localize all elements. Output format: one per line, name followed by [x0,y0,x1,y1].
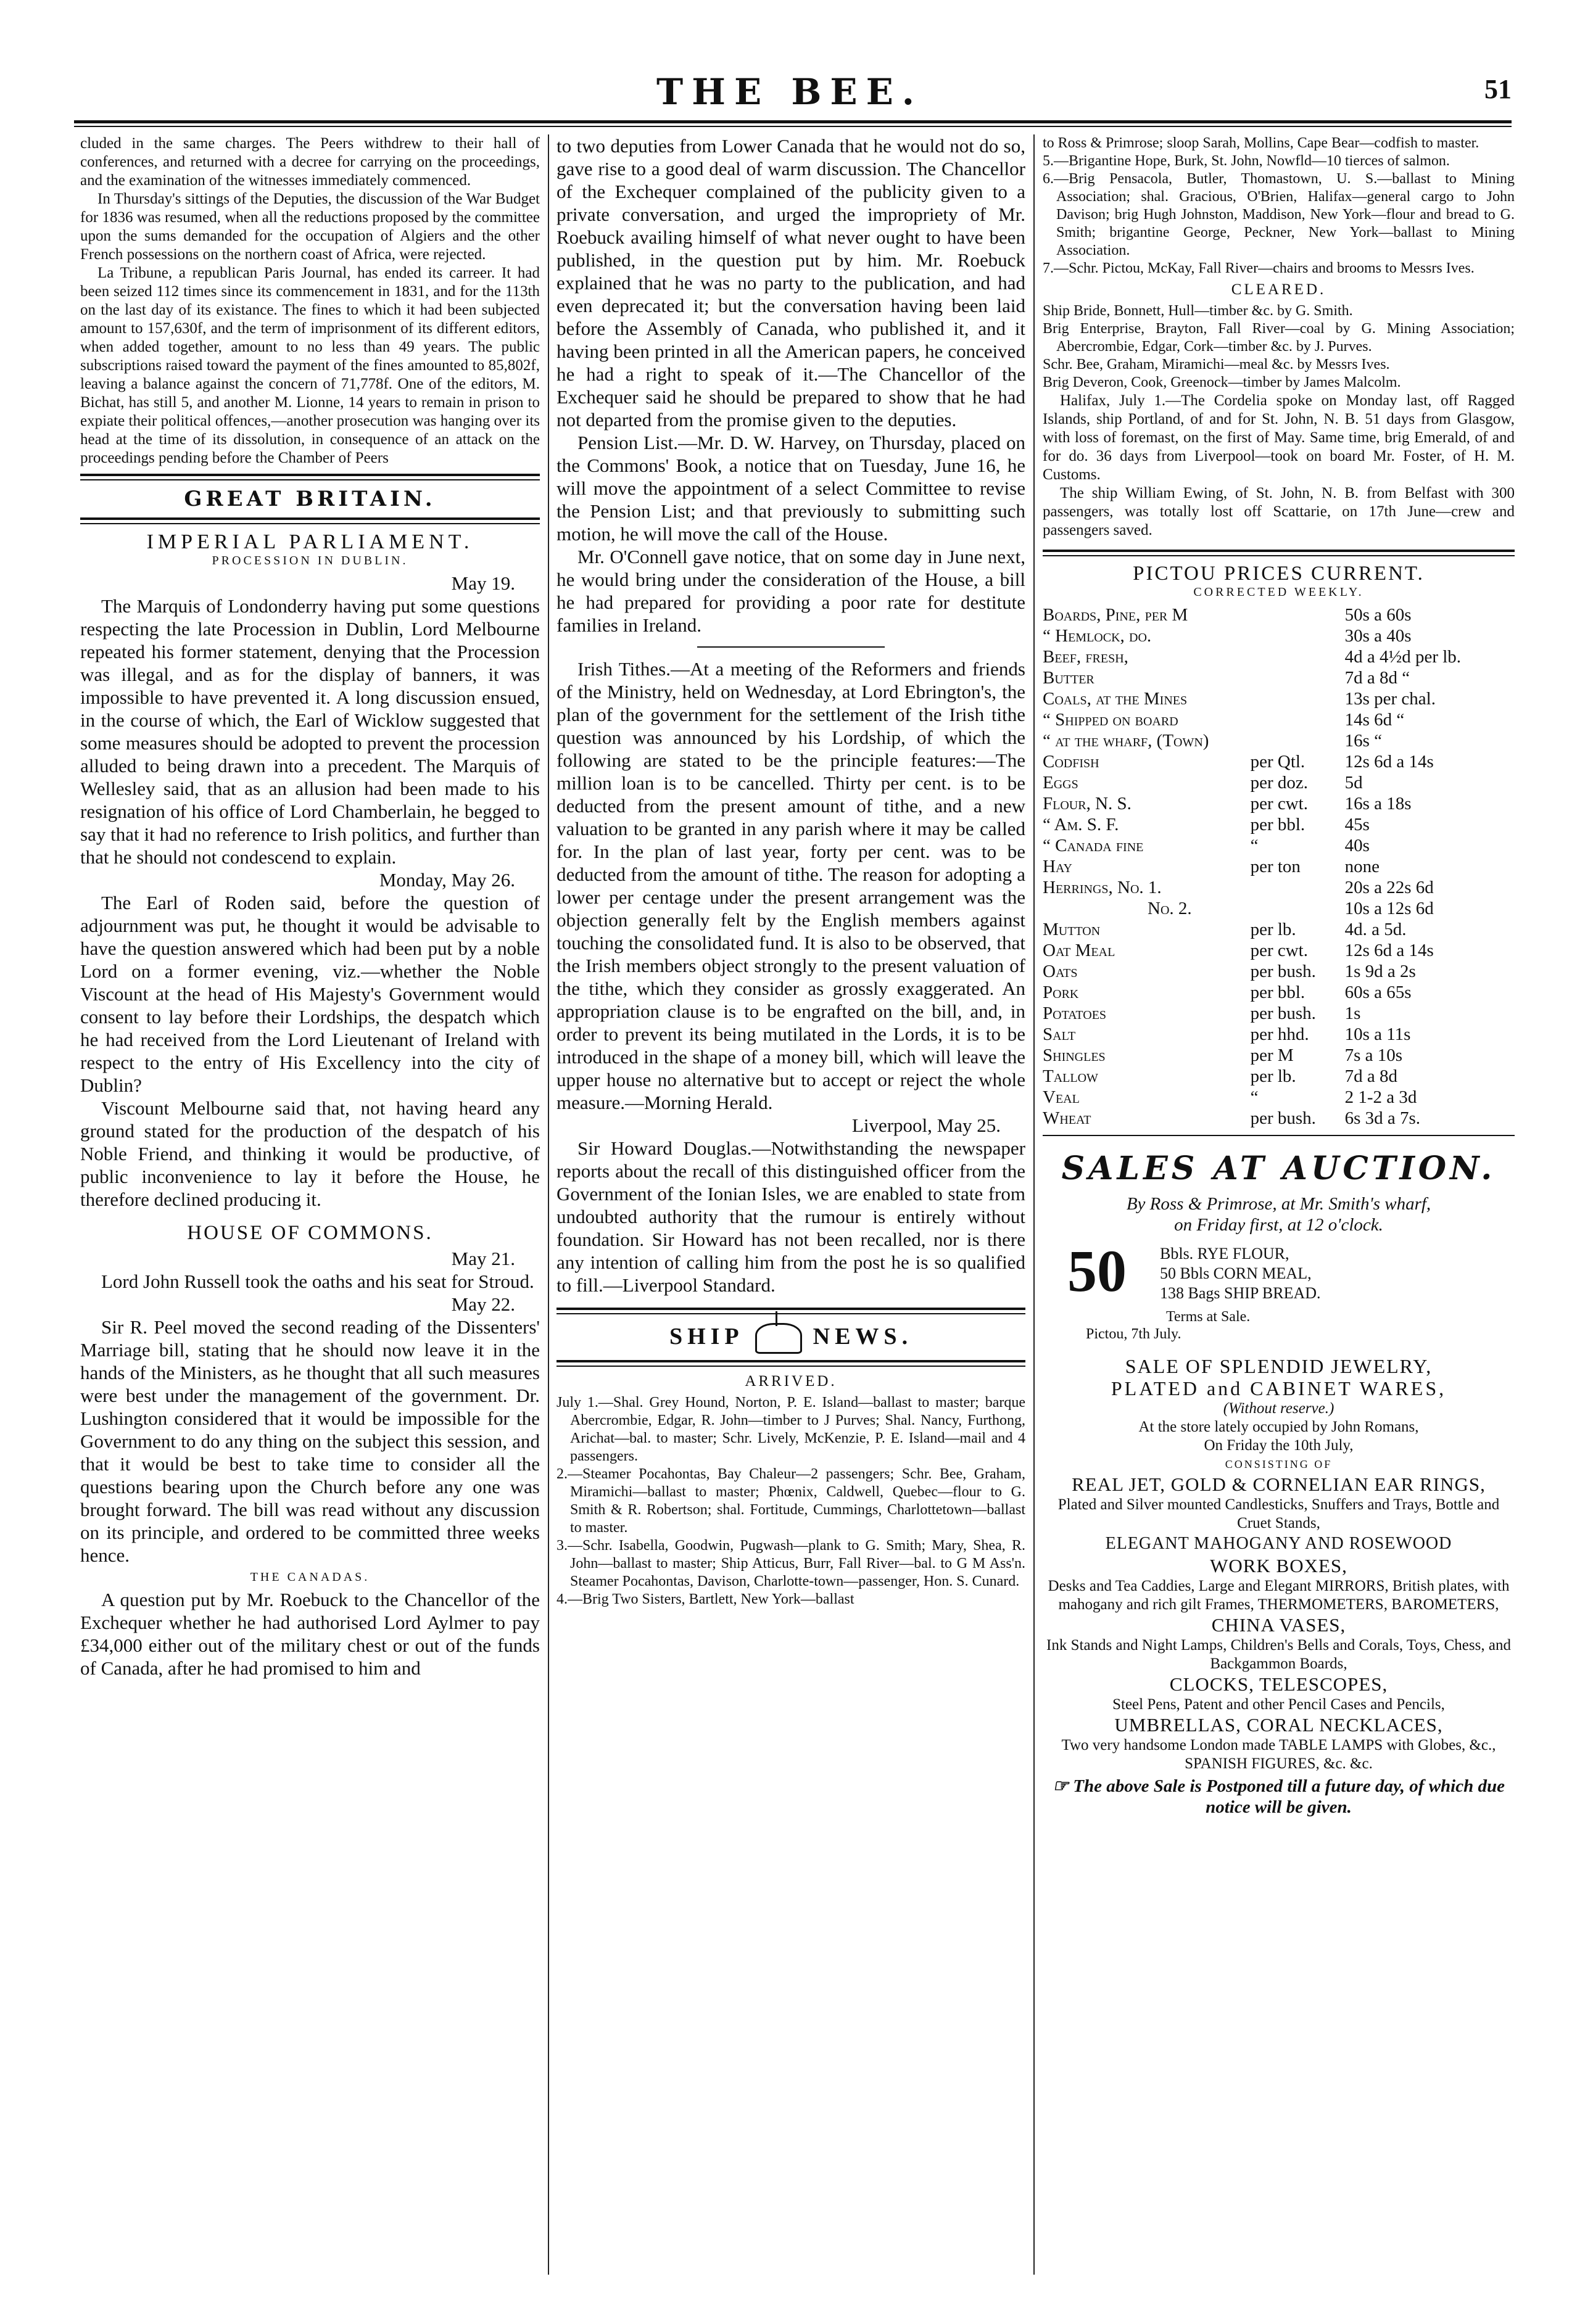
auction-good: 138 Bags SHIP BREAD. [1160,1284,1321,1302]
sale-item: CLOCKS, TELESCOPES, [1169,1673,1388,1695]
ship-icon [755,1323,802,1354]
price-item: Potatoes [1043,1003,1107,1023]
sale-item: ELEGANT MAHOGANY AND ROSEWOOD [1105,1534,1452,1553]
price-unit: per Qtl. [1250,752,1305,772]
price-price: 7s a 10s [1344,1045,1403,1065]
list-item: to Ross & Primrose; sloop Sarah, Mollins, Cape Bear—codfish to master. [1043,135,1479,151]
price-unit [1251,730,1345,751]
price-price: 12s 6d a 14s [1344,752,1434,772]
auction-goods [1067,1240,1515,1308]
table-row [1043,856,1515,877]
price-unit [1251,604,1345,625]
separator-rule [1043,1135,1515,1136]
price-price: 1s [1344,1003,1361,1023]
masthead [68,71,1512,120]
table-row [1043,1003,1515,1024]
table-row [1043,709,1515,730]
dateline: May 19. [451,572,515,594]
price-item: Herrings, No. 1. [1043,878,1162,897]
canadas-report [80,1588,540,1679]
price-unit: per bush. [1250,962,1316,981]
price-item: Beef, fresh, [1043,647,1128,667]
auction-place: Pictou, 7th July. [1086,1326,1181,1342]
list-item: Schr. Bee, Graham, Miramichi—meal &c. by Messrs Ives. [1043,356,1390,373]
price-item: Tallow [1043,1066,1098,1086]
price-item: Butter [1043,668,1094,688]
section-heading-great-britain: GREAT BRITAIN. [184,487,436,511]
masthead-rule-thin [74,126,1512,127]
sale-item: WORK BOXES, [1210,1555,1347,1576]
price-item: “ Hemlock, do. [1043,626,1152,646]
price-price: 10s a 12s 6d [1344,899,1434,918]
list-item: 5.—Brigantine Hope, Burk, St. John, Nowfld—10 tierces of salmon. [1043,153,1450,169]
ship-news-label: SHIP [669,1324,744,1349]
column-divider [1033,134,1035,2275]
price-unit: per lb. [1250,920,1296,939]
price-unit [1251,667,1345,688]
price-item: Flour, N. S. [1043,794,1132,814]
sale-location: At the store lately occupied by John Romans, [1138,1419,1419,1435]
french-news [80,134,540,468]
auction-terms: Terms at Sale. [1166,1309,1251,1325]
table-row [1043,814,1515,835]
sale-item: Ink Stands and Night Lamps, Children's Bells and Corals, Toys, Chess, and Backgammon Boards, [1046,1637,1511,1672]
sale-consisting: CONSISTING OF [1225,1458,1333,1470]
newspaper-title: THE BEE. [656,71,923,113]
column-right [1043,134,1515,2275]
article-paragraph: Lord John Russell took the oaths and his seat for Stroud. [101,1271,534,1292]
price-price: 14s 6d “ [1344,710,1405,730]
price-price: 60s a 65s [1344,983,1412,1002]
price-item: No. 2. [1148,899,1192,918]
section-rule [80,474,540,480]
article-paragraph: A question put by Mr. Roebuck to the Chancellor of the Exchequer whether he had authorised Lord Aylmer to pay £34,000 either out of the military chest or out of the funds of Canada, after he had promised to him and [80,1589,540,1679]
section-rule [1043,550,1515,556]
price-item: “ Am. S. F. [1043,815,1119,834]
table-row [1043,982,1515,1003]
price-item: Oat Meal [1043,941,1115,960]
auction-when: on Friday first, at 12 o'clock. [1174,1215,1383,1235]
price-price: 45s [1344,815,1370,834]
price-unit: per cwt. [1250,794,1308,814]
sale-item: Desks and Tea Caddies, Large and Elegant MIRRORS, British plates, with mahogany and rich gilt Frames, THERMOMETERS, BAROMETERS, [1048,1578,1510,1613]
price-unit: “ [1250,836,1259,855]
parliament-continued [557,134,1025,637]
table-row [1043,730,1515,751]
price-price: 2 1-2 a 3d [1344,1087,1417,1107]
price-price: none [1344,857,1380,876]
auction-good: Bbls. RYE FLOUR, [1160,1245,1289,1263]
prices-table [1043,604,1515,1129]
price-item: Wheat [1043,1108,1091,1128]
table-row [1043,625,1515,646]
table-row [1043,919,1515,940]
table-row [1043,604,1515,625]
price-item: “ Shipped on board [1043,710,1178,730]
heading-imperial-parliament: IMPERIAL PARLIAMENT. [146,530,474,553]
price-price: 5d [1344,773,1363,793]
arrivals-list [557,1394,1025,1609]
sale-item: Steel Pens, Patent and other Pencil Cases and Pencils, [1112,1696,1445,1713]
sale-reserve: (Without reserve.) [1223,1400,1334,1417]
column-middle [557,134,1025,2275]
list-item: 4.—Brig Two Sisters, Bartlett, New York—ballast [557,1591,854,1608]
price-item: Pork [1043,983,1079,1002]
price-price: 16s “ [1344,731,1383,751]
article-paragraph: Irish Tithes.—At a meeting of the Reformers and friends of the Ministry, held on Wednesday, at Lord Ebrington's, the plan of the government for the settlement of the Irish tithe question was announced by his Lordship, of which the following are stated to be the principle features:—The million loan is to be cancelled. Thirty per cent. is to be deducted from the present amount of tithe, and a new valuation to be granted in any parish where it may be called for. In the plan of last year, forty per cent. was to be deducted from the amount of tithe. The reason for adopting a lower per centage under the present arrangement was the objection generally felt by the English members against touching the consolidated fund. It is also to be observed, that the Irish members object strongly to the present valuation of the tithe, which they consider as grossly exaggerated. An appropriation clause is to be engrafted on the bill, and, in order to prevent its being mutilated in the Lords, it is to be introduced in the shape of a money bill, which will leave the upper house no alternative but to accept or reject the whole measure.—Morning Herald. [557,658,1025,1113]
sale-item: UMBRELLAS, CORAL NECKLACES, [1114,1714,1443,1736]
section-rule [80,517,540,524]
separator-rule [697,646,885,648]
sale-title: SALE OF SPLENDID JEWELRY, [1125,1355,1433,1377]
dateline: May 22. [451,1293,515,1315]
list-item: 6.—Brig Pensacola, Butler, Thomastown, U. S.—ballast to Mining Association; shal. Gracious, O'Brien, Halifax—general cargo to John Davison; brig Hugh Johnston, Maddison, New York—flour and bread to G. Smith; brigantine George, Peckner, New York—ballast to Mining Association. [1043,171,1515,258]
table-row [1043,877,1515,898]
article-paragraph: to two deputies from Lower Canada that he would not do so, gave rise to a good deal of warm discussion. The Chancellor of the Exchequer complained of the publicity given to a private conversation, and urged the impropriety of Mr. Roebuck availing himself of what never ought to have been published, in the question put by him. Mr. Roebuck explained that he was no party to the publication, and had even deprecated it; but the conversation having been laid before the Assembly of Canada, who published it, and it having been printed in all the American papers, he conceived he had a right to speak of it.—The Chancellor of the Exchequer said he should be prepared to show that he had not departed from the promise given to the deputies. [557,135,1025,431]
price-unit [1251,625,1345,646]
list-item: Brig Deveron, Cook, Greenock—timber by James Malcolm. [1043,374,1401,390]
parliament-report [80,572,540,1211]
price-item: Shingles [1043,1045,1106,1065]
list-item: 3.—Schr. Isabella, Goodwin, Pugwash—plank to G. Smith; Mary, Shea, R. John—ballast to master; Ship Atticus, Burr, Fall River—bal. to G M Ass'n. Steamer Pocahontas, Davison, Charlotte-town—passenger, Hon. S. Cunard. [557,1538,1025,1590]
list-item: Ship Bride, Bonnett, Hull—timber &c. by G. Smith. [1043,303,1353,319]
price-unit [1251,877,1345,898]
table-row [1043,835,1515,856]
price-price: 6s 3d a 7s. [1344,1108,1421,1128]
price-item: Oats [1043,962,1078,981]
table-row [1043,646,1515,667]
price-price: 16s a 18s [1344,794,1412,814]
table-row [1043,940,1515,961]
price-unit [1251,709,1345,730]
price-unit: per bbl. [1250,815,1305,834]
price-item: Coals, at the Mines [1043,689,1188,709]
dateline: Monday, May 26. [379,869,515,891]
article-paragraph: Mr. O'Connell gave notice, that on some day in June next, he would bring under the consideration of the House, a bill he had prepared for providing a poor rate for destitute families in Ireland. [557,546,1025,636]
price-unit [1251,898,1345,919]
price-unit [1251,688,1345,709]
article-paragraph: Sir Howard Douglas.—Notwithstanding the newspaper reports about the recall of this distinguished officer from the Government of the Ionian Isles, we are enabled to state from undoubted authority that the rumour is entirely without foundation. Sir Howard has not been recalled, nor is there any intention of calling him from the post he is so qualified to fill.—Liverpool Standard. [557,1137,1025,1296]
price-item: Veal [1043,1087,1080,1107]
auction-goods-lines [1160,1244,1321,1303]
subheading-procession: PROCESSION IN DUBLIN. [212,554,408,567]
heading-arrived: ARRIVED. [745,1373,837,1390]
article-paragraph: Sir R. Peel moved the second reading of the Dissenters' Marriage bill, stating that he should now leave it in the hands of the Ministers, as he thought that all such measures were best under the management of the government. Dr. Lushington considered that it would be impossible for the Government to do any thing on the subject this session, and that it would be best to take time to consider all the questions bearing upon the Church before any one was brought forward. The bill was read without any discussion on its principle, and ordered to be committed three weeks hence. [80,1316,540,1566]
auction-good: 50 Bbls CORN MEAL, [1160,1264,1312,1282]
price-unit: per bush. [1250,1003,1316,1023]
price-price: 20s a 22s 6d [1344,878,1434,897]
price-price: 4d. a 5d. [1344,920,1407,939]
list-item: 2.—Steamer Pocahontas, Bay Chaleur—2 passengers; Schr. Bee, Graham, Miramichi—ballast to master; Phœnix, Caldwell, Quebec—flour to G. Smith & R. Robertson; shal. Fortitude, Cummings, Charlottetown—ballast to master. [557,1466,1025,1536]
price-unit [1251,646,1345,667]
price-item: Eggs [1043,773,1078,793]
commons-report [80,1247,540,1567]
article-paragraph: The ship William Ewing, of St. John, N. B. from Belfast with 300 passengers, was totally lost off Scattarie, on 17th June—crew and passengers saved. [1043,485,1515,538]
price-unit: per lb. [1250,1066,1296,1086]
price-item: “ Canada fine [1043,836,1144,855]
subheading-canadas: THE CANADAS. [250,1570,370,1584]
price-price: 10s a 11s [1344,1024,1411,1044]
table-row [1043,961,1515,982]
table-row [1043,751,1515,772]
article-paragraph: In Thursday's sittings of the Deputies, the discussion of the War Budget for 1836 was resumed, when all the reductions proposed by the committee upon the sums demanded for the occupation of Algiers and the other French possessions on the northern coast of Africa, were rejected. [80,191,540,263]
sale-title: PLATED and CABINET WARES, [1111,1377,1447,1399]
article-paragraph: The Earl of Roden said, before the question of adjournment was put, he thought it would be advisable to have the question answered which had been put by a noble Lord on a former evening, viz.—whether the Noble Viscount at the head of His Majesty's Government would consent to lay before their Lordships, the despatch which he had received from the Lord Lieutenant of Ireland with respect to the entry of His Excellency into the city of Dublin? [80,892,540,1096]
heading-sales-at-auction: SALES AT AUCTION. [1061,1150,1496,1187]
arrivals-continued [1043,134,1515,278]
price-item: Mutton [1043,920,1101,939]
list-item: 7.—Schr. Pictou, McKay, Fall River—chairs and brooms to Messrs Ives. [1043,260,1475,276]
table-row [1043,1024,1515,1045]
heading-prices-current: PICTOU PRICES CURRENT. [1133,562,1425,585]
section-rule [557,1360,1025,1367]
price-unit: per M [1250,1045,1294,1065]
table-row [1043,898,1515,919]
article-paragraph: Viscount Melbourne said that, not having heard any ground stated for the production of the despatch of his Noble Friend, and thinking it would be productive, of public inconvenience to lay it before the House, he therefore declined producing it. [80,1097,540,1210]
dateline: May 21. [451,1248,515,1269]
table-row [1043,793,1515,814]
price-price: 1s 9d a 2s [1344,962,1416,981]
price-price: 12s 6d a 14s [1344,941,1434,960]
price-price: 30s a 40s [1344,626,1412,646]
sale-item: Plated and Silver mounted Candlesticks, Snuffers and Trays, Bottle and Cruet Stands, [1057,1496,1500,1531]
table-row [1043,1108,1515,1129]
price-unit: per bush. [1250,1108,1316,1128]
column-left [80,134,540,2275]
masthead-rule [74,120,1512,123]
price-price: 7d a 8d [1344,1066,1397,1086]
shipping-notes [1043,392,1515,540]
cleared-list [1043,302,1515,392]
sale-item: CHINA VASES, [1211,1614,1346,1636]
list-item: July 1.—Shal. Grey Hound, Norton, P. E. Island—ballast to master; barque Abercrombie, Edgar, R. John—timber to J Purves; Shal. Nancy, Furthong, Arichat—bal. to master; Schr. Lively, McKenzie, P. E. Island—mail and 4 passengers. [557,1395,1025,1465]
price-unit: per doz. [1250,773,1308,793]
price-item: Codfish [1043,752,1099,772]
dateline: Liverpool, May 25. [851,1115,1001,1136]
table-row [1043,1066,1515,1087]
article-paragraph: Pension List.—Mr. D. W. Harvey, on Thursday, placed on the Commons' Book, a notice that on Tuesday, June 16, he will move the appointment of a select Committee to revise the Pension List; and that previously to submitting such motion, he will move the call of the House. [557,432,1025,545]
section-heading-ship-news [557,1323,1025,1354]
price-item: Salt [1043,1024,1076,1044]
tithes-report [557,657,1025,1296]
table-row [1043,667,1515,688]
sale-date: On Friday the 10th July, [1204,1437,1354,1454]
price-price: 40s [1344,836,1370,855]
page-number: 51 [1484,74,1512,104]
table-row [1043,772,1515,793]
table-row [1043,1087,1515,1108]
heading-cleared: CLEARED. [1231,281,1326,298]
auction-quantity: 50 [1067,1238,1127,1304]
auction-by: By Ross & Primrose, at Mr. Smith's wharf, [1126,1194,1431,1214]
section-rule [557,1308,1025,1314]
article-paragraph: cluded in the same charges. The Peers withdrew to their hall of conferences, and returned with a decree for carrying on the proceedings, and the examination of the witnesses immediately commenced. [80,135,540,189]
article-paragraph: Halifax, July 1.—The Cordelia spoke on Monday last, off Ragged Islands, ship Portland, of and for St. John, N. B. 51 days from Glasgow, with loss of foremast, on the first of May. Same time, brig Emerald, of and for do. 36 days from Liverpool—took on board Mr. Foster, of H. M. Customs. [1043,392,1515,483]
heading-house-of-commons: HOUSE OF COMMONS. [187,1222,433,1244]
price-price: 50s a 60s [1344,605,1412,625]
sale-postponed-notice: ☞ The above Sale is Postponed till a future day, of which due notice will be given. [1052,1776,1505,1817]
price-unit: “ [1250,1087,1259,1107]
price-unit: per cwt. [1250,941,1308,960]
table-row [1043,1045,1515,1066]
article-paragraph: La Tribune, a republican Paris Journal, has ended its carreer. It had been seized 112 times since its commencement in 1831, and for the 113th on the last day of its existance. The fines to which it had been subjected amount to 157,630f, and the term of imprisonment of its different editors, when added together, amount to no less than 49 years. The public subscriptions raised toward the payment of the fines amounted to 85,802f, leaving a balance against the concern of 71,778f. One of the editors, M. Bichat, has still 5, and another M. Lionne, 14 years to remain in prison to expiate their political offences,—another prosecution was hanging over its head at the time of its dissolution, in consequence of an attack on the proceedings pending before the Chamber of Peers [80,265,540,466]
price-item: “ at the wharf, (Town) [1043,731,1209,751]
price-unit: per bbl. [1250,983,1305,1002]
article-paragraph: The Marquis of Londonderry having put some questions respecting the late Procession in Dublin, Lord Melbourne repeated his former statement, denying that the Procession was illegal, and as for the display of banners, it was impossible to have prevented it. A long discussion ensued, in the course of which, the Earl of Wicklow suggested that some measures should be adopted to prevent the procession alluded to being drawn into a precedent. The Marquis of Wellesley said, that as an allusion had been made to his resignation of his office of Lord Chamberlain, he begged to say that it had no reference to Irish politics, and further than that he should not condescend to explain. [80,595,540,868]
list-item: Brig Enterprise, Brayton, Fall River—coal by G. Mining Association; Abercrombie, Edgar, Cork—timber &c. by J. Purves. [1043,321,1515,355]
ship-news-label: NEWS. [813,1324,913,1349]
price-item: Boards, Pine, per M [1043,605,1188,625]
price-price: 7d a 8d “ [1344,668,1410,688]
subheading-corrected-weekly: CORRECTED WEEKLY. [1193,585,1364,599]
sale-item: Two very handsome London made TABLE LAMPS with Globes, &c., SPANISH FIGURES, &c. &c. [1061,1737,1496,1772]
table-row [1043,688,1515,709]
price-unit: per ton [1250,857,1301,876]
price-price: 4d a 4½d per lb. [1344,647,1462,667]
price-price: 13s per chal. [1344,689,1436,709]
column-divider [548,134,549,2275]
price-unit: per hhd. [1250,1024,1309,1044]
sale-item: REAL JET, GOLD & CORNELIAN EAR RINGS, [1072,1473,1486,1495]
price-item: Hay [1043,857,1072,876]
